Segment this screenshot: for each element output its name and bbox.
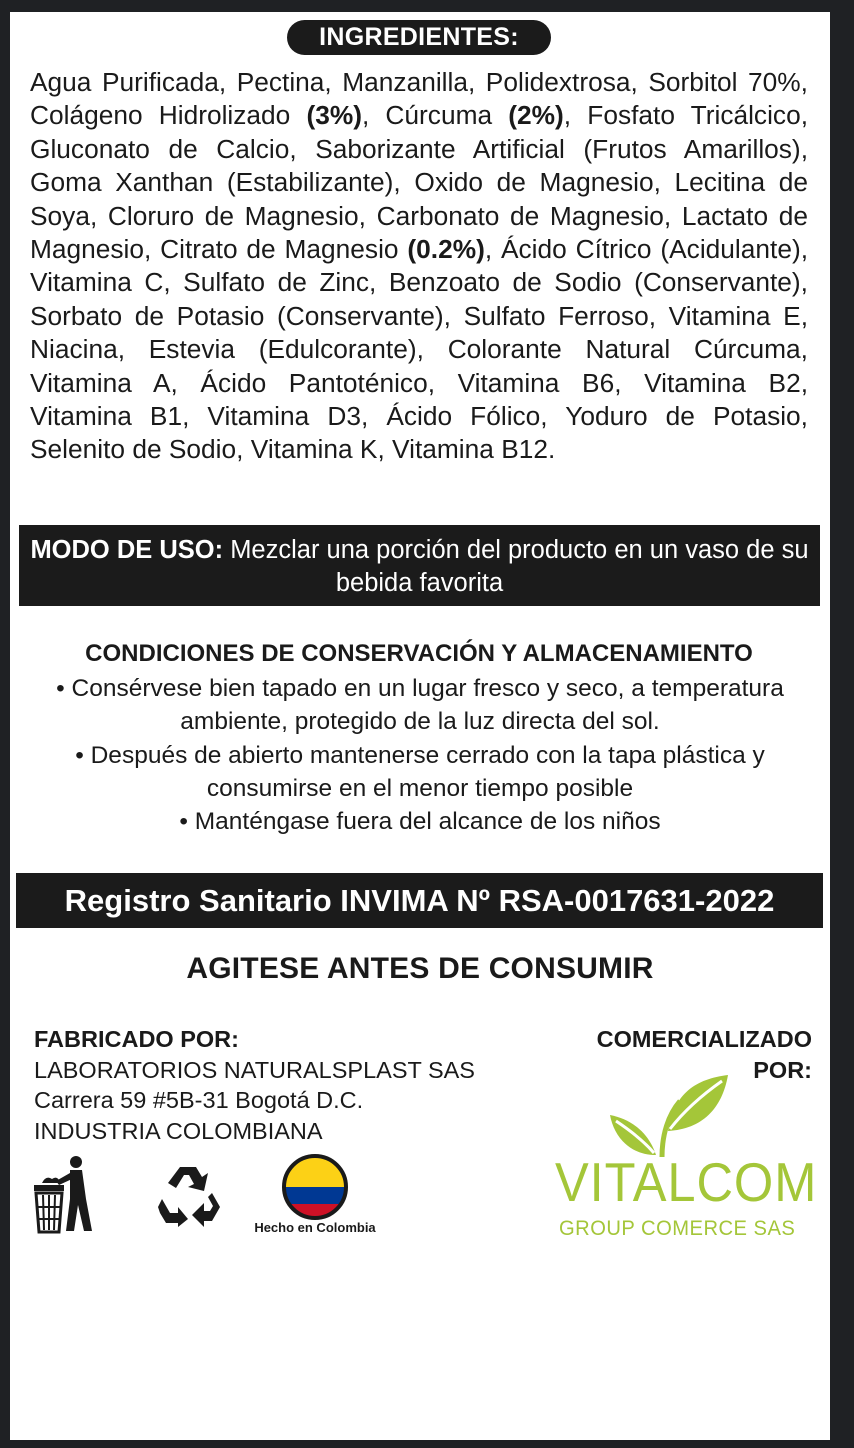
colombia-flag-icon (281, 1153, 349, 1221)
usage-instructions (19, 525, 820, 606)
usage-text: Mezclar una porción del producto en un vaso de su bebida favorita (223, 536, 809, 597)
storage-list (10, 672, 830, 838)
manufacturer-origin: INDUSTRIA COLOMBIANA (34, 1117, 323, 1144)
manufacturer-name: LABORATORIOS NATURALSPLAST SAS (34, 1056, 475, 1083)
manufacturer-address: Carrera 59 #5B-31 Bogotá D.C. (34, 1087, 364, 1113)
made-in-colombia: Hecho en Colombia (254, 1220, 376, 1235)
storage-title: CONDICIONES DE CONSERVACIÓN Y ALMACENAMIENTO (85, 640, 753, 667)
recycle-icon (158, 1163, 224, 1227)
brand-subtitle: GROUP COMERCE SAS (559, 1217, 796, 1240)
storage-item: • Manténgase fuera del alcance de los niños (179, 808, 661, 836)
distributor-label-line1: COMERCIALIZADO (596, 1026, 812, 1052)
manufacturer-label: FABRICADO POR: (34, 1026, 239, 1052)
ingredients-text: Agua Purificada, Pectina, Manzanilla, Polidextrosa, Sorbitol 70%, Colágeno Hidrolizado (3%), Cúrcuma (2%), Fosfato Tricálcico, Gluconato de Calcio, Saborizante Artificial (Frutos Amarillos), Goma Xanthan (Estabilizante), Oxido de Magnesio, Lecitina de Soya, Cloruro de Magnesio, Carbonato de Magnesio, Lactato de Magnesio, Citrato de Magnesio (0.2%), Ácido Cítrico (Acidulante), Vitamina C, Sulfato de Zinc, Benzoato de Sodio (Conservante), Sorbato de Potasio (Conservante), Sulfato Ferroso, Vitamina E, Niacina, Estevia (Edulcorante), Colorante Natural Cúrcuma, Vitamina A, Ácido Pantoténico, Vitamina B6, Vitamina B2, Vitamina B1, Vitamina D3, Ácido Fólico, Yoduro de Potasio, Selenito de Sodio, Vitamina K, Vitamina B12. (30, 67, 809, 465)
brand-name: VITALCOM (555, 1151, 818, 1213)
usage-label: MODO DE USO: (30, 536, 224, 564)
manufacturer-block (34, 1024, 554, 1146)
sanitary-registration: Registro Sanitario INVIMA Nº RSA-0017631-2022 (16, 873, 823, 928)
storage-item: • Consérvese bien tapado en un lugar fresco y seco, a temperatura ambiente, protegido de la luz directa del sol. (56, 675, 784, 736)
leaves-logo-icon (610, 1075, 730, 1157)
distributor-label-line2: POR: (753, 1056, 812, 1083)
storage-item: • Después de abierto mantenerse cerrado con la tapa plástica y consumirse en el menor tiempo posible (75, 741, 765, 802)
ingredients-title: INGREDIENTES: (287, 20, 551, 55)
shake-warning: AGITESE ANTES DE CONSUMIR (186, 952, 654, 985)
trash-person-icon (32, 1155, 96, 1235)
